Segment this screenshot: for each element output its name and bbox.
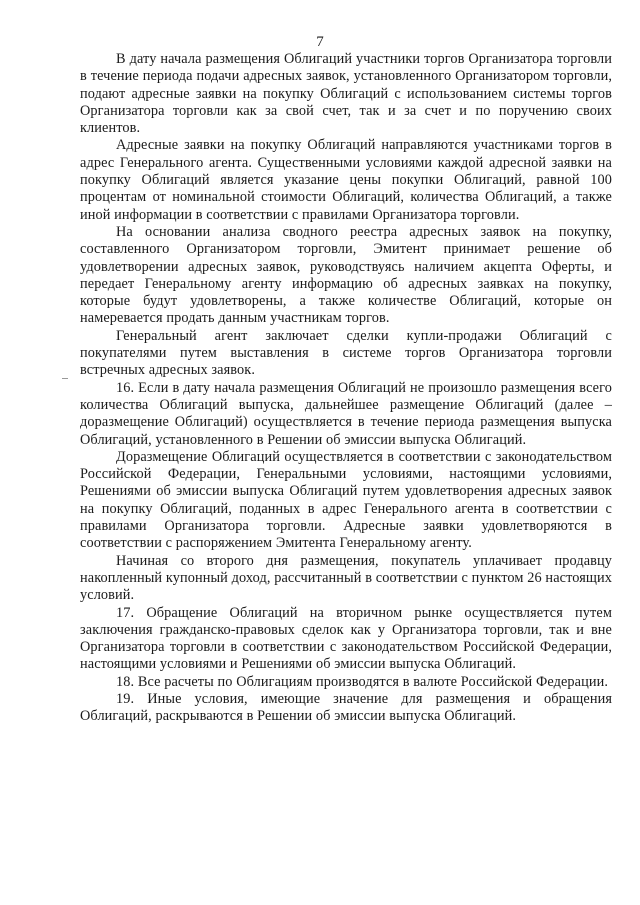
paragraph-item-18: 18. Все расчеты по Облигациям производятся в валюте Российской Федерации. xyxy=(116,673,609,690)
page-number: 7 xyxy=(316,34,324,50)
paragraph-coupon-income: Начиная со второго дня размещения, покупатель уплачивает продавцу накопленный купонный доход, рассчитанный в соответствии с пунктом 26 настоящих условий. xyxy=(80,552,612,604)
paragraph-item-17: 17. Обращение Облигаций на вторичном рынке осуществляется путем заключения гражданско-правовых сделок как у Организатора торговли, так и вне Организатора торговли в соответствии с законодательством Российской Федерации, настоящими условиями и Решениями об эмиссии выпуска Облигаций. xyxy=(80,604,612,673)
paragraph-address-orders: Адресные заявки на покупку Облигаций направляются участниками торгов в адрес Генерального агента. Существенными условиями каждой адресной заявки на покупку Облигаций является указание цены покупки Облигаций, равной 100 процентам от номинальной стоимости Облигаций, количества Облигаций, а также иной информации в соответствии с правилами Организатора торговли. xyxy=(80,137,612,223)
paragraph-item-16: 16. Если в дату начала размещения Облигаций не произошло размещения всего количества Облигаций выпуска, дальнейшее размещение Облигаций (далее – доразмещение Облигаций) осуществляется в течение периода размещения выпуска Облигаций, установленного в Решении об эмиссии выпуска Облигаций. xyxy=(80,379,612,448)
paragraph-additional-placement: Доразмещение Облигаций осуществляется в соответствии с законодательством Российской Федерации, Генеральными условиями, настоящими условиями, Решениями об эмиссии выпуска Облигаций путем удовлетворения адресных заявок на покупку Облигаций, поданных в адрес Генерального агента в соответствии с правилами Организатора торговли. Адресные заявки удовлетворяются в соответствии с распоряжением Эмитента Генеральному агенту. xyxy=(80,448,612,552)
margin-mark xyxy=(62,378,68,379)
document-body xyxy=(80,51,612,726)
paragraph-agent-deals: Генеральный агент заключает сделки купли-продажи Облигаций с покупателями путем выставления в системе торгов Организатора торговли встречных адресных заявок. xyxy=(80,327,612,379)
paragraph-item-19: 19. Иные условия, имеющие значение для размещения и обращения Облигаций, раскрываются в Решении об эмиссии выпуска Облигаций. xyxy=(80,690,612,725)
paragraph-issuer-decision: На основании анализа сводного реестра адресных заявок на покупку, составленного Организатором торговли, Эмитент принимает решение об удовлетворении адресных заявок, руководствуясь наличием акцепта Оферты, и передает Генеральному агенту информацию об адресных заявках на покупку, которые будут удовлетворены, а также количестве Облигаций, которые он намеревается продать данным участникам торгов. xyxy=(80,223,612,327)
paragraph-placement-start: В дату начала размещения Облигаций участники торгов Организатора торговли в течение периода подачи адресных заявок, установленного Организатором торговли, подают адресные заявки на покупку Облигаций с использованием системы торгов Организатора торговли как за свой счет, так и за счет и по поручению своих клиентов. xyxy=(80,51,612,137)
